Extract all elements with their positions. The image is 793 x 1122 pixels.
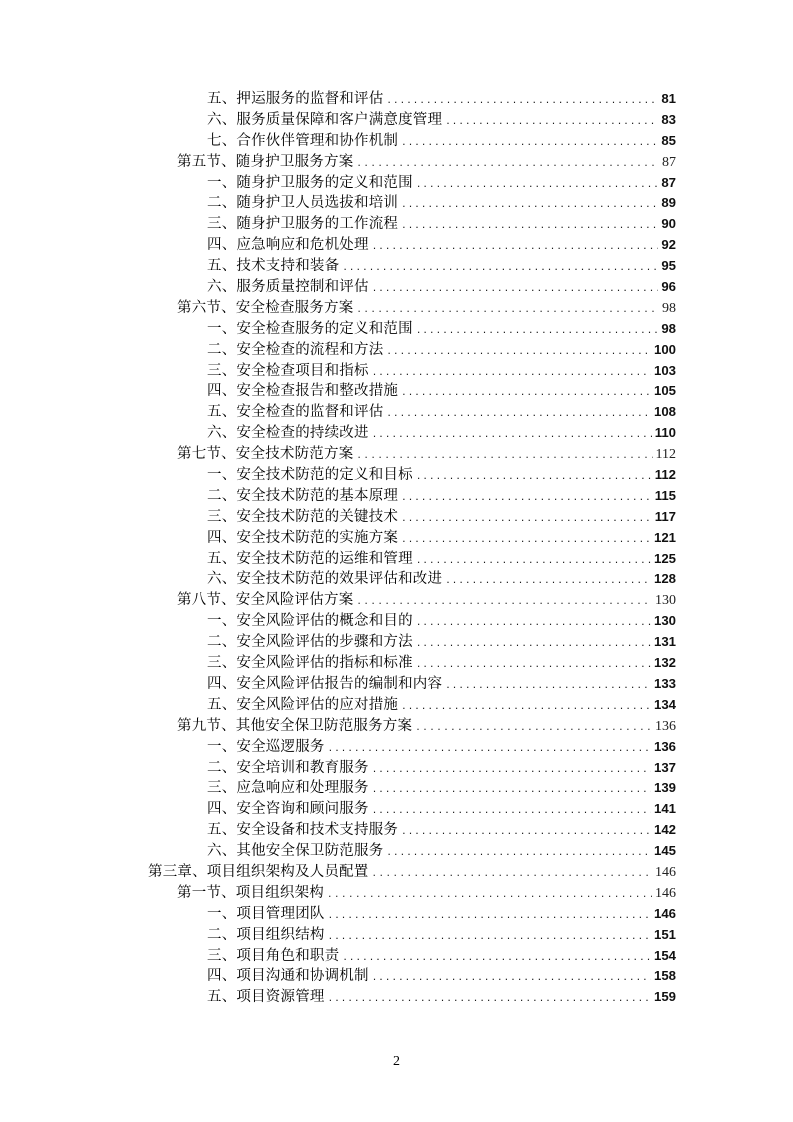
toc-entry-text: 第七节、安全技术防范方案 [177, 446, 354, 463]
toc-entry-text: 五、安全设备和技术支持服务 [207, 822, 399, 839]
toc-entry[interactable] [148, 695, 676, 716]
toc-entry-page: 112 [654, 467, 676, 483]
toc-entry-page: 100 [653, 341, 676, 357]
toc-entry-text: 三、应急响应和处理服务 [207, 780, 369, 797]
dot-leader [417, 173, 659, 195]
page-footer [0, 1050, 793, 1070]
toc-entry-text: 五、安全检查的监督和评估 [207, 404, 384, 421]
toc-entry-text: 一、安全风险评估的概念和目的 [207, 613, 413, 630]
toc-entry-text: 一、项目管理团队 [207, 905, 325, 922]
dot-leader [402, 486, 652, 508]
dot-leader [357, 152, 659, 174]
toc-entry-page: 139 [653, 780, 676, 796]
toc-entry[interactable] [148, 820, 676, 841]
toc-entry-page: 98 [661, 320, 676, 336]
toc-entry-text: 二、安全检查的流程和方法 [207, 341, 384, 358]
toc-entry-page: 159 [653, 989, 676, 1005]
toc-entry-text: 二、安全技术防范的基本原理 [207, 487, 399, 504]
toc-entry[interactable] [148, 381, 676, 402]
dot-leader [373, 423, 652, 445]
toc-entry[interactable] [148, 549, 676, 570]
dot-leader [387, 89, 658, 111]
toc-entry-text: 二、项目组织结构 [207, 926, 325, 943]
toc-entry[interactable] [148, 966, 676, 987]
dot-leader [417, 465, 652, 487]
toc-entry-text: 五、技术支持和装备 [207, 258, 340, 275]
toc-entry[interactable] [148, 799, 676, 820]
toc-entry-text: 一、安全技术防范的定义和目标 [207, 467, 413, 484]
table-of-contents [148, 89, 676, 1008]
dot-leader [329, 904, 651, 926]
toc-entry-text: 六、其他安全保卫防范服务 [207, 843, 384, 860]
toc-entry[interactable] [148, 152, 676, 173]
dot-leader [373, 862, 653, 884]
dot-leader [343, 256, 658, 278]
toc-entry-text: 一、安全巡逻服务 [207, 738, 325, 755]
toc-entry[interactable] [148, 987, 676, 1008]
toc-entry[interactable] [148, 590, 676, 611]
dot-leader [373, 758, 651, 780]
toc-entry-text: 六、服务质量保障和客户满意度管理 [207, 111, 443, 128]
toc-entry[interactable] [148, 89, 676, 110]
toc-entry-text: 第五节、随身护卫服务方案 [177, 153, 354, 170]
toc-entry-text: 五、项目资源管理 [207, 989, 325, 1006]
toc-entry[interactable] [148, 214, 676, 235]
toc-entry[interactable] [148, 778, 676, 799]
toc-entry-text: 三、随身护卫服务的工作流程 [207, 216, 399, 233]
toc-entry-text: 六、安全技术防范的效果评估和改进 [207, 571, 443, 588]
dot-leader [373, 778, 651, 800]
toc-entry[interactable] [148, 298, 676, 319]
toc-entry-text: 四、安全技术防范的实施方案 [207, 529, 399, 546]
toc-entry[interactable] [148, 841, 676, 862]
dot-leader [329, 987, 651, 1009]
toc-entry-page: 132 [653, 655, 676, 671]
toc-entry[interactable] [148, 465, 676, 486]
dot-leader [328, 883, 652, 905]
toc-entry[interactable] [148, 340, 676, 361]
dot-leader [373, 277, 659, 299]
toc-entry-page: 146 [655, 864, 676, 880]
dot-leader [402, 528, 651, 550]
toc-entry-page: 146 [653, 905, 676, 921]
dot-leader [387, 340, 651, 362]
dot-leader [446, 674, 651, 696]
dot-leader [402, 214, 658, 236]
toc-entry[interactable] [148, 444, 676, 465]
toc-entry-page: 110 [654, 425, 676, 441]
toc-entry-page: 141 [653, 801, 676, 817]
toc-entry-page: 158 [653, 968, 676, 984]
toc-entry-text: 第六节、安全检查服务方案 [177, 299, 354, 316]
toc-entry-text: 四、安全检查报告和整改措施 [207, 383, 399, 400]
toc-entry-text: 二、随身护卫人员选拔和培训 [207, 195, 399, 212]
toc-entry[interactable] [148, 173, 676, 194]
toc-entry-text: 六、安全检查的持续改进 [207, 425, 369, 442]
toc-entry-page: 133 [653, 675, 676, 691]
toc-entry-page: 112 [655, 447, 676, 463]
toc-entry[interactable] [148, 737, 676, 758]
toc-entry-text: 四、安全咨询和顾问服务 [207, 801, 369, 818]
toc-entry[interactable] [148, 862, 676, 883]
toc-entry-page: 154 [653, 947, 676, 963]
toc-entry-page: 115 [654, 487, 676, 503]
dot-leader [329, 737, 651, 759]
toc-entry-page: 151 [653, 926, 676, 942]
toc-entry-page: 128 [653, 571, 676, 587]
toc-entry-text: 四、应急响应和危机处理 [207, 237, 369, 254]
toc-entry-page: 145 [653, 843, 676, 859]
toc-entry-text: 三、项目角色和职责 [207, 947, 340, 964]
toc-entry-text: 第九节、其他安全保卫防范服务方案 [177, 717, 413, 734]
toc-entry[interactable] [148, 904, 676, 925]
toc-entry-page: 136 [653, 738, 676, 754]
dot-leader [402, 381, 651, 403]
toc-entry-page: 95 [661, 258, 676, 274]
toc-entry-text: 第八节、安全风险评估方案 [177, 592, 354, 609]
toc-entry-page: 83 [661, 111, 676, 127]
toc-entry-page: 87 [661, 174, 676, 190]
toc-entry-page: 146 [655, 885, 676, 901]
toc-entry[interactable] [148, 235, 676, 256]
toc-entry-text: 一、安全检查服务的定义和范围 [207, 320, 413, 337]
toc-entry-page: 92 [661, 237, 676, 253]
toc-entry[interactable] [148, 486, 676, 507]
toc-entry[interactable] [148, 131, 676, 152]
dot-leader [402, 507, 652, 529]
toc-entry-page: 85 [661, 132, 676, 148]
toc-entry[interactable] [148, 716, 676, 737]
toc-entry-text: 三、安全风险评估的指标和标准 [207, 655, 413, 672]
toc-entry[interactable] [148, 569, 676, 590]
toc-entry-page: 117 [654, 508, 676, 524]
dot-leader [446, 569, 651, 591]
dot-leader [373, 966, 651, 988]
toc-entry[interactable] [148, 758, 676, 779]
dot-leader [373, 235, 659, 257]
dot-leader [402, 820, 651, 842]
toc-entry-text: 六、服务质量控制和评估 [207, 279, 369, 296]
toc-entry-page: 125 [653, 550, 676, 566]
toc-entry-text: 四、项目沟通和协调机制 [207, 968, 369, 985]
toc-entry-page: 81 [661, 91, 676, 106]
dot-leader [417, 632, 651, 654]
toc-entry-text: 第一节、项目组织架构 [177, 884, 324, 901]
toc-entry-text: 三、安全检查项目和指标 [207, 362, 369, 379]
toc-entry-page: 130 [655, 593, 676, 609]
toc-entry-page: 108 [653, 404, 676, 420]
toc-entry[interactable] [148, 507, 676, 528]
toc-entry[interactable] [148, 361, 676, 382]
dot-leader [416, 716, 652, 738]
toc-entry-text: 五、安全技术防范的运维和管理 [207, 550, 413, 567]
toc-entry-page: 89 [661, 195, 676, 211]
toc-entry-page: 134 [653, 696, 676, 712]
toc-entry-page: 136 [655, 718, 676, 734]
dot-leader [402, 131, 658, 153]
toc-entry-page: 98 [662, 300, 676, 316]
dot-leader [357, 298, 659, 320]
toc-entry-text: 三、安全技术防范的关键技术 [207, 508, 399, 525]
toc-entry-text: 一、随身护卫服务的定义和范围 [207, 174, 413, 191]
toc-entry-page: 130 [653, 613, 676, 629]
dot-leader [402, 695, 651, 717]
toc-entry[interactable] [148, 423, 676, 444]
toc-entry[interactable] [148, 193, 676, 214]
toc-entry[interactable] [148, 632, 676, 653]
page-number: 2 [393, 1054, 400, 1069]
dot-leader [387, 841, 651, 863]
toc-entry-text: 第三章、项目组织架构及人员配置 [148, 863, 369, 880]
dot-leader [343, 946, 651, 968]
dot-leader [402, 193, 658, 215]
dot-leader [417, 611, 651, 633]
dot-leader [417, 549, 651, 571]
toc-entry-page: 142 [653, 822, 676, 838]
toc-entry[interactable] [148, 110, 676, 131]
toc-entry-text: 二、安全培训和教育服务 [207, 759, 369, 776]
toc-entry[interactable] [148, 653, 676, 674]
toc-entry[interactable] [148, 925, 676, 946]
toc-entry[interactable] [148, 528, 676, 549]
toc-entry[interactable] [148, 319, 676, 340]
toc-entry-page: 96 [661, 279, 676, 295]
toc-entry-page: 121 [653, 529, 676, 545]
dot-leader [417, 319, 659, 341]
toc-entry[interactable] [148, 883, 676, 904]
dot-leader [373, 361, 651, 383]
toc-entry[interactable] [148, 674, 676, 695]
toc-entry[interactable] [148, 277, 676, 298]
toc-entry-text: 二、安全风险评估的步骤和方法 [207, 634, 413, 651]
toc-entry[interactable] [148, 402, 676, 423]
toc-entry-page: 87 [662, 154, 676, 170]
dot-leader [417, 653, 651, 675]
toc-entry[interactable] [148, 611, 676, 632]
dot-leader [357, 444, 652, 466]
toc-entry-page: 137 [653, 759, 676, 775]
toc-entry-text: 四、安全风险评估报告的编制和内容 [207, 675, 443, 692]
toc-entry-page: 105 [653, 383, 676, 399]
toc-entry-text: 五、押运服务的监督和评估 [207, 91, 384, 107]
toc-entry-text: 七、合作伙伴管理和协作机制 [207, 132, 399, 149]
toc-entry-page: 131 [653, 634, 676, 650]
dot-leader [373, 799, 651, 821]
dot-leader [446, 110, 658, 132]
dot-leader [387, 402, 651, 424]
dot-leader [357, 590, 652, 612]
toc-entry[interactable] [148, 946, 676, 967]
toc-entry-page: 90 [661, 216, 676, 232]
dot-leader [329, 925, 651, 947]
toc-entry-page: 103 [653, 362, 676, 378]
toc-entry-text: 五、安全风险评估的应对措施 [207, 696, 399, 713]
toc-entry[interactable] [148, 256, 676, 277]
